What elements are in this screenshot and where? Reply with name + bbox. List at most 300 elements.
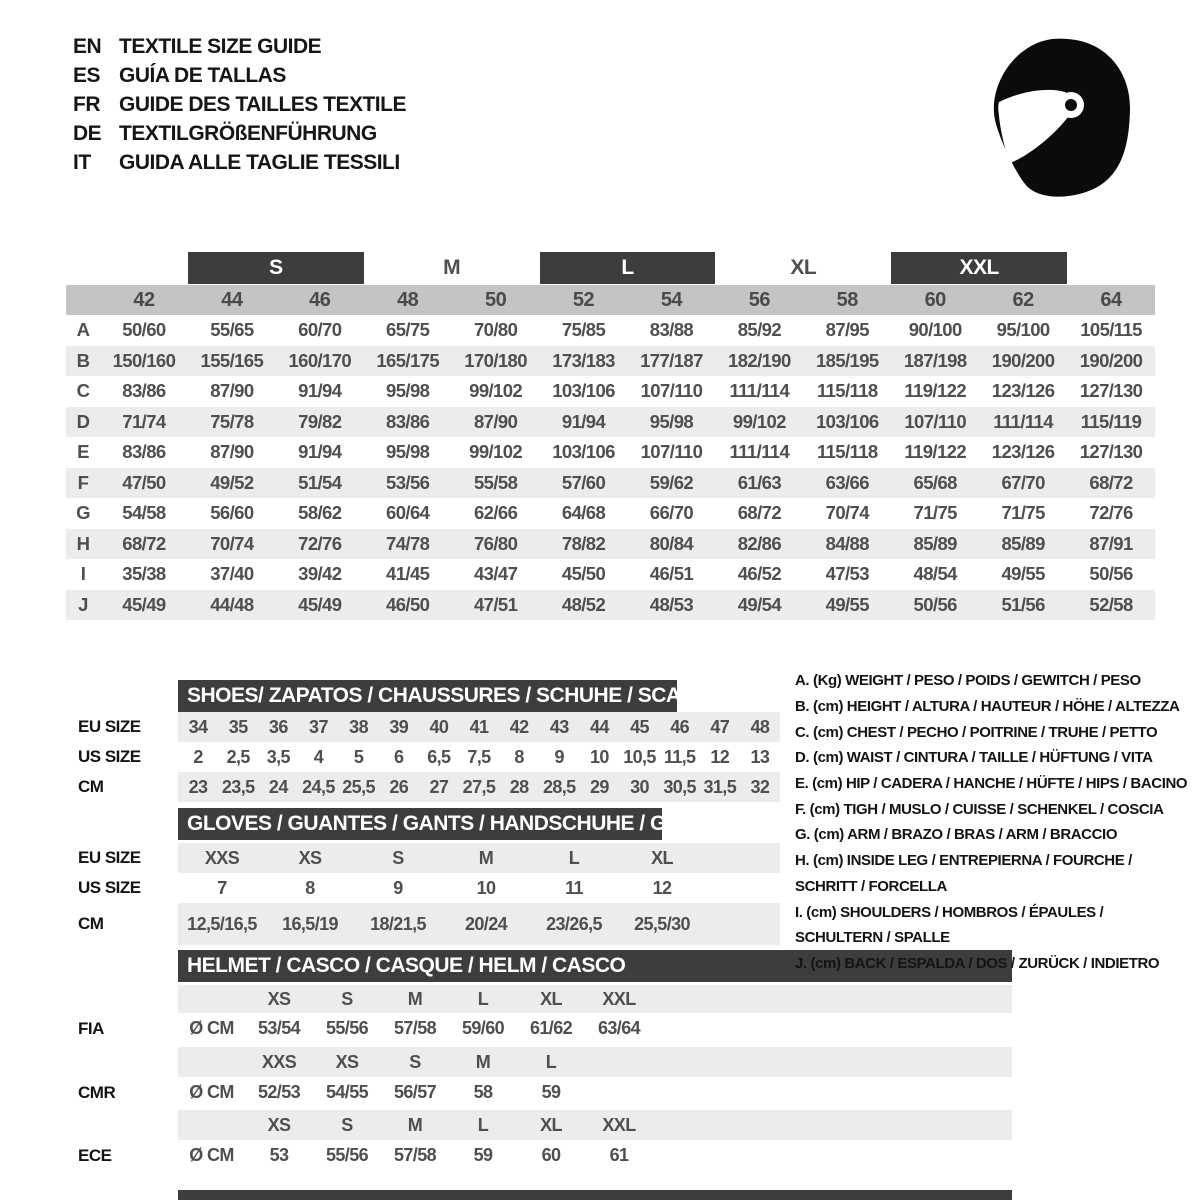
- language-code: ES: [73, 63, 101, 87]
- row-band: [178, 1047, 1012, 1077]
- size-value-cell: 187/198: [903, 349, 967, 371]
- language-title: TEXTILE SIZE GUIDE: [119, 34, 322, 58]
- size-value-cell: 91/94: [298, 380, 342, 402]
- size-value-cell: 91/94: [298, 441, 342, 463]
- row-label: US SIZE: [78, 747, 141, 766]
- size-value-cell: 51/56: [1001, 593, 1045, 615]
- table-row: [66, 903, 780, 945]
- row-band: [178, 843, 780, 873]
- size-column-header: 58: [836, 288, 858, 311]
- table-cell: 41: [469, 716, 489, 737]
- size-value-cell: 53/56: [386, 471, 430, 493]
- size-value-cell: 173/183: [552, 349, 615, 371]
- size-value-cell: 99/102: [732, 410, 786, 432]
- table-cell: 9: [554, 746, 564, 767]
- helmet-size-cell: L: [477, 1114, 489, 1135]
- table-cell: XS: [298, 847, 322, 868]
- size-column-header: 52: [572, 288, 595, 311]
- size-value-cell: 67/70: [1001, 471, 1045, 493]
- helmet-size-cell: M: [407, 988, 423, 1009]
- size-value-cell: 95/100: [996, 319, 1050, 341]
- size-column-header: 56: [748, 288, 770, 311]
- size-value-cell: 61/63: [737, 471, 782, 493]
- row-letter: J: [78, 593, 88, 615]
- size-value-cell: 70/80: [473, 319, 518, 341]
- language-title: TEXTILGRÖßENFÜHRUNG: [119, 121, 377, 145]
- table-row: [66, 873, 780, 903]
- size-value-cell: 190/200: [991, 349, 1055, 371]
- row-letter: B: [76, 349, 90, 371]
- helmet-size-cell: S: [409, 1051, 421, 1072]
- table-cell: 32: [750, 776, 770, 797]
- legend-line: SCHULTERN / SPALLE: [795, 929, 950, 947]
- size-value-cell: 95/98: [649, 410, 694, 432]
- size-value-cell: 44/48: [210, 593, 254, 615]
- size-value-cell: 127/130: [1079, 441, 1143, 463]
- size-table-row: [66, 529, 1155, 560]
- helmet-size-cell: XS: [335, 1051, 359, 1072]
- row-band: [178, 1013, 1012, 1044]
- size-value-cell: 65/75: [386, 319, 430, 341]
- size-group-label: XL: [790, 256, 817, 279]
- table-cell: 25,5/30: [634, 913, 690, 934]
- table-cell: 6: [394, 746, 404, 767]
- size-value-cell: 57/60: [561, 471, 606, 493]
- table-cell: 30: [630, 776, 649, 797]
- size-value-cell: 165/175: [376, 349, 440, 371]
- size-value-cell: 52/58: [1089, 593, 1133, 615]
- size-value-cell: 50/56: [1089, 563, 1133, 585]
- table-cell: XL: [651, 847, 673, 868]
- size-table-row: [66, 315, 1155, 346]
- size-group-label: L: [540, 252, 716, 284]
- row-band: [178, 712, 780, 742]
- size-group-label: XXL: [891, 252, 1067, 284]
- size-value-cell: 83/88: [649, 319, 694, 341]
- size-value-cell: 127/130: [1079, 380, 1143, 402]
- size-value-cell: 71/74: [122, 410, 166, 432]
- language-row: [73, 32, 406, 61]
- table-cell: 7,5: [467, 746, 491, 767]
- row-band: [178, 1140, 1012, 1171]
- shoes-table: [66, 712, 780, 802]
- row-letter: G: [76, 502, 90, 524]
- table-cell: 31,5: [703, 776, 737, 797]
- size-column-header: 60: [924, 288, 946, 311]
- size-value-cell: 105/115: [1080, 319, 1142, 341]
- size-value-cell: 95/98: [386, 380, 430, 402]
- row-label: [66, 985, 178, 1013]
- table-cell: 16,5/19: [282, 913, 338, 934]
- table-cell: 2: [193, 746, 203, 767]
- size-value-cell: 119/122: [904, 380, 967, 402]
- row-label: EU SIZE: [78, 848, 141, 867]
- helmet-value-cell: 59: [541, 1082, 561, 1102]
- size-value-cell: 45/49: [298, 593, 342, 615]
- size-value-cell: 71/75: [913, 502, 957, 524]
- size-column-header: 46: [309, 288, 331, 311]
- helmet-size-cell: XS: [267, 1114, 291, 1135]
- size-value-cell: 87/91: [1089, 532, 1133, 554]
- helmet-value-cell: 63/64: [597, 1018, 641, 1038]
- size-table-row: [66, 376, 1155, 407]
- size-value-cell: 150/160: [112, 349, 176, 371]
- table-cell: 30,5: [663, 776, 696, 797]
- helmet-value-cell: 61: [609, 1145, 629, 1165]
- helmet-value-cell: 55/56: [325, 1145, 369, 1165]
- helmet-value-cell: 53/54: [257, 1018, 301, 1038]
- table-cell: 34: [188, 716, 208, 737]
- size-value-cell: 107/110: [904, 410, 967, 432]
- legend-line: H. (cm) INSIDE LEG / ENTREPIERNA / FOURCHE /: [795, 852, 1132, 870]
- size-value-cell: 51/54: [298, 471, 342, 493]
- helmet-value-cell: 54/55: [325, 1082, 369, 1102]
- size-column-header: 44: [221, 288, 243, 311]
- legend-line: F. (cm) TIGH / MUSLO / CUISSE / SCHENKEL / COSCIA: [795, 800, 1164, 818]
- size-column-header: 48: [397, 288, 419, 311]
- language-row: [73, 90, 406, 119]
- size-value-cell: 47/51: [473, 593, 518, 615]
- helmet-value-cell: 59/60: [461, 1018, 505, 1038]
- language-code: IT: [73, 150, 91, 174]
- size-value-cell: 45/49: [122, 593, 166, 615]
- size-value-cell: 90/100: [908, 319, 962, 341]
- row-band: [178, 873, 780, 903]
- size-value-cell: 182/190: [728, 349, 791, 371]
- table-cell: 35: [228, 716, 248, 737]
- helmet-size-cell: XXL: [602, 1114, 636, 1135]
- row-letter: D: [76, 410, 90, 432]
- size-value-cell: 87/90: [473, 410, 518, 432]
- size-value-cell: 107/110: [640, 441, 703, 463]
- size-value-cell: 70/74: [210, 532, 254, 554]
- helmet-value-cell: [585, 1077, 653, 1108]
- table-cell: 13: [750, 746, 770, 767]
- table-row: [66, 843, 780, 873]
- table-cell: 26: [389, 776, 409, 797]
- table-cell: 36: [268, 716, 288, 737]
- size-column-spacer: [66, 285, 100, 315]
- row-letter: I: [80, 563, 86, 585]
- helmet-size-cell: XXL: [602, 988, 636, 1009]
- size-value-cell: 41/45: [386, 563, 430, 585]
- size-value-cell: 56/60: [210, 502, 254, 524]
- legend-line: J. (cm) BACK / ESPALDA / DOS / ZURÜCK / INDIETRO: [795, 954, 1160, 972]
- table-cell: XXS: [204, 847, 240, 868]
- size-value-cell: 62/66: [473, 502, 518, 524]
- helmet-value-cell: 52/53: [257, 1082, 301, 1102]
- helmet-size-row: [66, 1047, 1012, 1077]
- size-value-cell: 107/110: [640, 380, 703, 402]
- table-cell: 23,5: [221, 776, 255, 797]
- size-value-cell: 65/68: [913, 471, 957, 493]
- table-cell: 11,5: [663, 746, 696, 767]
- size-value-cell: 75/85: [561, 319, 606, 341]
- size-column-header: 54: [660, 288, 683, 311]
- legend-line: B. (cm) HEIGHT / ALTURA / HAUTEUR / HÖHE / ALTEZZA: [795, 698, 1180, 716]
- table-cell: 47: [710, 716, 730, 737]
- size-value-cell: 103/106: [552, 441, 615, 463]
- table-cell: 48: [750, 716, 770, 737]
- size-value-cell: 78/82: [561, 532, 606, 554]
- size-value-cell: 155/165: [200, 349, 264, 371]
- size-value-cell: 87/95: [825, 319, 869, 341]
- size-value-cell: 177/187: [640, 349, 703, 371]
- diameter-label: Ø CM: [189, 1082, 234, 1102]
- gloves-table: [66, 843, 780, 945]
- row-band: [178, 1077, 1012, 1108]
- language-title: GUIDA ALLE TAGLIE TESSILI: [119, 150, 400, 174]
- row-label: US SIZE: [78, 878, 141, 897]
- helmet-size-cell: M: [407, 1114, 423, 1135]
- gloves-section-header: GLOVES / GUANTES / GANTS / HANDSCHUHE / GUANTI: [178, 808, 662, 840]
- size-value-cell: 80/84: [649, 532, 694, 554]
- size-columns-row: [66, 285, 1155, 315]
- row-letter: F: [77, 471, 89, 493]
- size-table-row: [66, 498, 1155, 529]
- helmet-size-cell: L: [545, 1051, 557, 1072]
- size-column-header: 62: [1012, 288, 1034, 311]
- size-value-cell: 59/62: [649, 471, 694, 493]
- helmet-value-cell: 60: [541, 1145, 561, 1165]
- row-letter: E: [77, 441, 89, 463]
- legend-line: E. (cm) HIP / CADERA / HANCHE / HÜFTE / HIPS / BACINO: [795, 775, 1188, 793]
- row-band: [178, 903, 780, 945]
- table-cell: 27,5: [462, 776, 496, 797]
- table-cell: 11: [565, 877, 583, 898]
- size-value-cell: 46/51: [649, 563, 694, 585]
- table-cell: [178, 1047, 245, 1077]
- table-cell: 44: [589, 716, 609, 737]
- table-cell: 18/21,5: [370, 913, 426, 934]
- table-cell: 24,5: [302, 776, 335, 797]
- size-value-cell: 99/102: [469, 380, 523, 402]
- standard-label: CMR: [78, 1082, 116, 1102]
- table-cell: 12,5/16,5: [187, 913, 257, 934]
- row-letter: C: [76, 380, 90, 402]
- size-value-cell: 49/55: [825, 593, 869, 615]
- main-size-table: [66, 252, 1155, 620]
- table-cell: 39: [389, 716, 409, 737]
- size-value-cell: 190/200: [1079, 349, 1143, 371]
- table-cell: 37: [309, 716, 328, 737]
- table-cell: 28: [509, 776, 529, 797]
- standard-label: FIA: [78, 1018, 104, 1038]
- table-cell: 24: [268, 776, 288, 797]
- table-cell: 12: [652, 877, 672, 898]
- table-cell: [178, 985, 245, 1013]
- table-cell: 23/26,5: [546, 913, 602, 934]
- helmet-value-cell: 56/57: [393, 1082, 437, 1102]
- shoes-section-header: SHOES/ ZAPATOS / CHAUSSURES / SCHUHE / SCARPE: [178, 680, 677, 712]
- size-group-label: S: [188, 252, 364, 284]
- standard-label: ECE: [78, 1145, 112, 1165]
- size-value-cell: 83/86: [386, 410, 430, 432]
- size-value-cell: 47/50: [122, 471, 166, 493]
- size-table-row: [66, 407, 1155, 438]
- size-value-cell: 99/102: [469, 441, 523, 463]
- row-letter: A: [76, 319, 90, 341]
- size-value-cell: 83/86: [122, 380, 166, 402]
- helmet-size-row: [66, 1110, 1012, 1140]
- size-value-cell: 85/89: [913, 532, 957, 554]
- table-cell: 46: [670, 716, 690, 737]
- size-value-cell: 123/126: [991, 441, 1055, 463]
- size-value-cell: 64/68: [561, 502, 606, 524]
- size-value-cell: 49/52: [210, 471, 254, 493]
- row-label: [66, 1110, 178, 1140]
- size-value-cell: 75/78: [210, 410, 254, 432]
- table-cell: 10: [476, 877, 496, 898]
- table-cell: 12: [710, 746, 730, 767]
- size-value-cell: 68/72: [122, 532, 166, 554]
- legend-line: G. (cm) ARM / BRAZO / BRAS / ARM / BRACCIO: [795, 826, 1118, 844]
- helmet-size-cell: L: [477, 988, 489, 1009]
- size-group-label: M: [443, 256, 461, 279]
- size-table-row: [66, 346, 1155, 377]
- size-value-cell: 72/76: [1089, 502, 1133, 524]
- size-value-cell: 160/170: [288, 349, 352, 371]
- row-band: [178, 1110, 1012, 1140]
- table-cell: 23: [188, 776, 208, 797]
- language-row: [73, 119, 406, 148]
- size-value-cell: 43/47: [473, 563, 518, 585]
- size-value-cell: 87/90: [210, 441, 254, 463]
- helmet-size-cell: S: [341, 1114, 353, 1135]
- size-data-rows: [66, 315, 1155, 620]
- helmet-value-row: [66, 1077, 1012, 1108]
- size-value-cell: 47/53: [825, 563, 869, 585]
- helmet-size-cell: XS: [267, 988, 291, 1009]
- table-cell: 6,5: [427, 746, 451, 767]
- size-value-cell: 58/62: [298, 502, 342, 524]
- helmet-value-cell: 59: [473, 1145, 493, 1165]
- size-value-cell: 50/60: [122, 319, 166, 341]
- helmet-size-cell: S: [341, 988, 353, 1009]
- table-cell: [178, 1110, 245, 1140]
- size-value-cell: 115/118: [816, 441, 878, 463]
- size-value-cell: 71/75: [1001, 502, 1045, 524]
- helmet-section-header: HELMET / CASCO / CASQUE / HELM / CASCO: [178, 950, 1012, 982]
- size-value-cell: 55/65: [210, 319, 254, 341]
- language-code: DE: [73, 121, 102, 145]
- row-label: CM: [78, 777, 104, 796]
- size-value-cell: 72/76: [298, 532, 342, 554]
- diameter-label: Ø CM: [189, 1018, 234, 1038]
- size-value-cell: 79/82: [298, 410, 342, 432]
- language-code: EN: [73, 34, 102, 58]
- size-value-cell: 37/40: [210, 563, 254, 585]
- size-value-cell: 95/98: [386, 441, 430, 463]
- helmet-value-row: [66, 1140, 1012, 1171]
- helmet-size-cell: XXS: [261, 1051, 297, 1072]
- size-value-cell: 103/106: [552, 380, 615, 402]
- size-value-cell: 84/88: [825, 532, 869, 554]
- legend-line: SCHRITT / FORCELLA: [795, 877, 947, 895]
- size-table-row: [66, 468, 1155, 499]
- size-group-row: [66, 252, 1155, 284]
- helmet-value-cell: 55/56: [325, 1018, 369, 1038]
- table-cell: 4: [313, 746, 324, 767]
- language-list: [73, 32, 406, 177]
- helmet-size-cell: [585, 1047, 653, 1077]
- table-cell: S: [392, 847, 404, 868]
- language-title: GUIDE DES TAILLES TEXTILE: [119, 92, 406, 116]
- size-value-cell: 123/126: [991, 380, 1055, 402]
- legend-line: I. (cm) SHOULDERS / HOMBROS / ÉPAULES /: [795, 903, 1104, 921]
- size-value-cell: 55/58: [473, 471, 518, 493]
- helmet-size-row: [66, 985, 1012, 1013]
- table-cell: 2,5: [226, 746, 250, 767]
- helmet-value-cell: 57/58: [393, 1018, 437, 1038]
- size-value-cell: 185/195: [815, 349, 879, 371]
- size-value-cell: 46/50: [386, 593, 430, 615]
- language-row: [73, 61, 406, 90]
- size-value-cell: 111/114: [729, 441, 790, 463]
- size-value-cell: 83/86: [122, 441, 166, 463]
- table-cell: 10,5: [623, 746, 656, 767]
- legend-line: C. (cm) CHEST / PECHO / POITRINE / TRUHE / PETTO: [795, 723, 1158, 741]
- size-value-cell: 82/86: [737, 532, 782, 554]
- measurement-legend: [795, 668, 1188, 976]
- table-cell: 45: [630, 716, 649, 737]
- size-value-cell: 115/118: [816, 380, 878, 402]
- helmet-value-cell: 58: [473, 1082, 493, 1102]
- helmet-size-cell: XL: [540, 988, 562, 1009]
- table-cell: 8: [305, 877, 315, 898]
- size-value-cell: 68/72: [1089, 471, 1133, 493]
- size-value-cell: 63/66: [825, 471, 869, 493]
- table-cell: 9: [393, 877, 403, 898]
- size-value-cell: 48/52: [561, 593, 606, 615]
- size-table-row: [66, 437, 1155, 468]
- table-cell: 27: [429, 776, 449, 797]
- size-value-cell: 115/119: [1080, 410, 1142, 432]
- racing-helmet-icon: [978, 36, 1140, 201]
- size-value-cell: 70/74: [825, 502, 869, 524]
- table-cell: 43: [549, 716, 569, 737]
- helmet-value-row: [66, 1013, 1012, 1044]
- helmet-size-cell: M: [475, 1051, 491, 1072]
- size-column-header: 50: [484, 288, 507, 311]
- table-row: [66, 772, 780, 802]
- legend-line: D. (cm) WAIST / CINTURA / TAILLE / HÜFTUNG / VITA: [795, 749, 1153, 767]
- size-value-cell: 111/114: [993, 410, 1053, 432]
- helmet-value-cell: 61/62: [529, 1018, 573, 1038]
- size-value-cell: 68/72: [737, 502, 782, 524]
- size-value-cell: 48/54: [913, 563, 957, 585]
- row-label: EU SIZE: [78, 717, 141, 736]
- row-band: [178, 985, 1012, 1013]
- cutoff-section-bar: [178, 1190, 1012, 1200]
- size-value-cell: 91/94: [561, 410, 606, 432]
- size-value-cell: 119/122: [904, 441, 967, 463]
- size-value-cell: 60/70: [298, 319, 342, 341]
- table-row: [66, 742, 780, 772]
- size-value-cell: 66/70: [649, 502, 694, 524]
- helmet-value-cell: 57/58: [393, 1145, 437, 1165]
- table-cell: 40: [429, 716, 449, 737]
- size-value-cell: 46/52: [737, 563, 782, 585]
- size-value-cell: 87/90: [210, 380, 254, 402]
- table-cell: 7: [217, 877, 227, 898]
- table-cell: 25,5: [342, 776, 375, 797]
- table-cell: 29: [589, 776, 609, 797]
- table-cell: 3,5: [266, 746, 290, 767]
- size-value-cell: 48/53: [649, 593, 694, 615]
- language-row: [73, 148, 406, 177]
- size-value-cell: 60/64: [386, 502, 430, 524]
